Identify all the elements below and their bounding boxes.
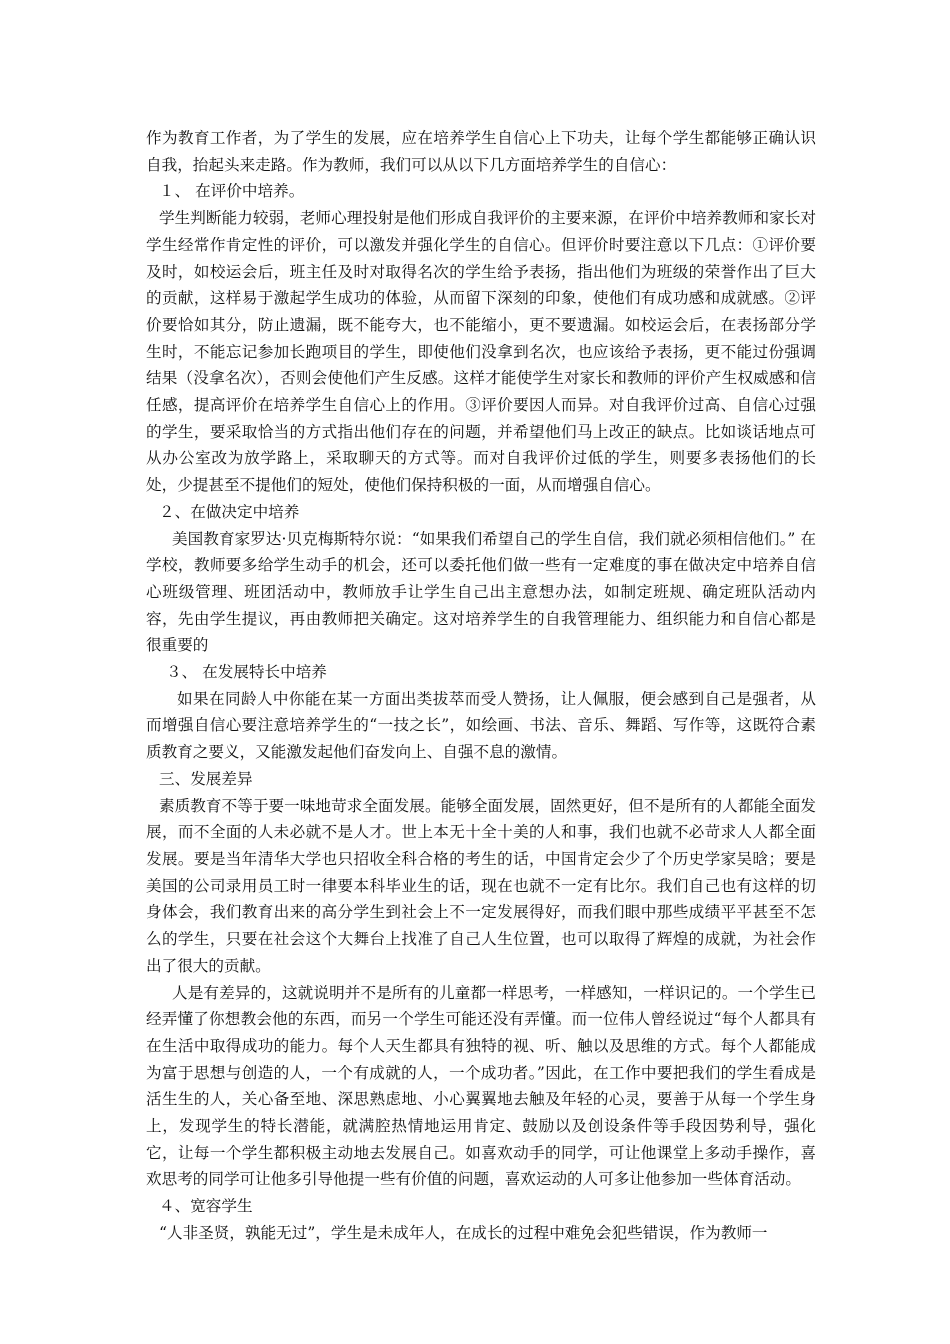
section-heading-4: ４、宽容学生	[159, 1197, 253, 1216]
body-paragraph: 如果在同龄人中你能在某一方面出类拔萃而受人赞扬，让人佩服，便会感到自己是强者，从而增强自信心要注意培养学生的“一技之长”，如绘画、书法、音乐、舞蹈、写作等，这既符合素质教育之要义，又能激发起他们奋发向上、自强不息的激情。	[146, 689, 816, 762]
section-heading-1: １、 在评价中培养。	[159, 182, 305, 201]
body-paragraph: 学生判断能力较弱，老师心理投射是他们形成自我评价的主要来源，在评价中培养教师和家长对学生经常作肯定性的评价，可以激发并强化学生的自信心。但评价时要注意以下几点：①评价要及时，如校运会后，班主任及时对取得名次的学生给予表扬，指出他们为班级的荣誉作出了巨大的贡献，这样易于激起学生成功的体验，从而留下深刻的印象，使他们有成功感和成就感。②评价要恰如其分，防止遗漏，既不能夸大，也不能缩小，更不要遗漏。如校运会后，在表扬部分学生时，不能忘记参加长跑项目的学生，即使他们没拿到名次，也应该给予表扬，更不能过份强调结果（没拿名次），否则会使他们产生反感。这样才能使学生对家长和教师的评价产生权威感和信任感，提高评价在培养学生自信心上的作用。③评价要因人而异。对自我评价过高、自信心过强的学生，要采取恰当的方式指出他们存在的问题，并希望他们马上改正的缺点。比如谈话地点可从办公室改为放学路上，采取聊天的方式等。而对自我评价过低的学生，则要多表扬他们的长处，少提甚至不提他们的短处，使他们保持积极的一面，从而增强自信心。	[146, 209, 816, 495]
section-heading-3: ３、 在发展特长中培养	[166, 663, 327, 682]
body-paragraph: 素质教育不等于要一味地苛求全面发展。能够全面发展，固然更好，但不是所有的人都能全面发展，而不全面的人未必就不是人才。世上本无十全十美的人和事，我们也就不必苛求人人都全面发展。要是当年清华大学也只招收全科合格的考生的话，中国肯定会少了个历史学家吴晗；要是美国的公司录用员工时一律要本科毕业生的话，现在也就不一定有比尔。我们自己也有这样的切身体会，我们教育出来的高分学生到社会上不一定发展得好，而我们眼中那些成绩平平甚至不怎么的学生，只要在社会这个大舞台上找准了自己人生位置，也可以取得了辉煌的成就，为社会作出了很大的贡献。	[146, 796, 816, 975]
section-heading-differences: 三、发展差异	[159, 769, 253, 788]
body-paragraph: 人是有差异的，这就说明并不是所有的儿童都一样思考，一样感知，一样识记的。一个学生已经弄懂了你想教会他的东西，而另一个学生可能还没有弄懂。而一位伟人曾经说过“每个人都具有在生活中取得成功的能力。每个人天生都具有独特的视、听、触以及思维的方式。每个人都能成为富于思想与创造的人，一个有成就的人，一个成功者。”因此，在工作中要把我们的学生看成是活生生的人，关心备至地、深思熟虑地、小心翼翼地去触及年轻的心灵，要善于从每一个学生身上，发现学生的特长潜能，就满腔热情地运用肯定、鼓励以及创设条件等手段因势利导，强化它，让每一个学生都积极主动地去发展自己。如喜欢动手的同学，可让他课堂上多动手操作，喜欢思考的同学可让他多引导他提一些有价值的问题，喜欢运动的人可多让他参加一些体育活动。	[146, 983, 816, 1189]
intro-paragraph: 作为教育工作者，为了学生的发展，应在培养学生自信心上下功夫，让每个学生都能够正确认识自我，抬起头来走路。作为教师，我们可以从以下几方面培养学生的自信心：	[146, 129, 816, 174]
body-paragraph: 美国教育家罗达·贝克梅斯特尔说：“如果我们希望自己的学生自信，我们就必须相信他们。” 在学校，教师要多给学生动手的机会，还可以委托他们做一些有一定难度的事在做决定中培养自信心班级管理、班团活动中，教师放手让学生自己出主意想办法，如制定班规、确定班队活动内容，先由学生提议，再由教师把关确定。这对培养学生的自我管理能力、组织能力和自信心都是很重要的	[146, 529, 816, 655]
document-body	[146, 125, 816, 1247]
section-heading-2: ２、在做决定中培养	[159, 502, 300, 521]
body-paragraph: “人非圣贤，孰能无过”，学生是未成年人，在成长的过程中难免会犯些错误，作为教师一	[159, 1223, 768, 1242]
